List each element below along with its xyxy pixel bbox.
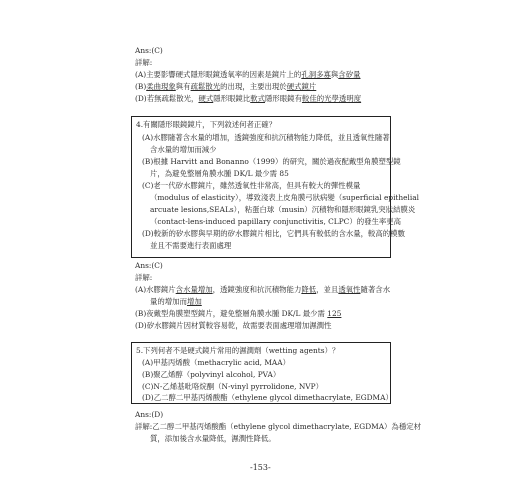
answer-label: Ans:(C) (135, 261, 163, 270)
question-option: (A)水膠隨著含水量的增加，透鏡強度和抗沉積物能力降低，並且透氧性隨著 (142, 133, 390, 142)
explanation-line: (D)若無疏鬆散光，硬式隱形眼鏡比軟式隱形眼鏡有較佳的光學透明度 (135, 94, 362, 103)
question-option: (D)乙二醇二甲基丙烯酸酯（ethylene glycol dimethacrylate, EGDMA） (142, 393, 393, 402)
question-option: (C)老一代矽水膠鏡片，雖然透氧性非常高，但具有較大的彈性模量 (142, 181, 361, 190)
question-option-cont: 並且不需要進行表面處理 (150, 241, 232, 250)
question-stem: 4.有關隱形眼鏡鏡片，下列敘述何者正確？ (136, 120, 277, 129)
question-option: (A)甲基丙烯酸（methacrylic acid, MAA） (142, 358, 291, 367)
explanation-line: (D)矽水膠鏡片因材質較容易乾，故需要表面處理增加濕潤性 (135, 321, 332, 330)
explanation-line: (A)主要影響硬式隱形眼鏡透氧率的因素是鏡片上的孔洞多寡與含矽量 (135, 70, 361, 79)
explanation-line: (B)夜戴型角膜塑型鏡片，避免整層角膜水腫 DK/L 最少需 125 (135, 309, 342, 318)
question-stem: 5.下列何者不是硬式鏡片常用的濕潤劑（wetting agents）？ (136, 346, 340, 355)
question-option: (C)N-乙烯基吡咯烷酮（N-vinyl pyrrolidone, NVP） (142, 382, 323, 391)
explanation-line: (B)柔曲現象與有疏鬆散光的出現，主要出現於硬式鏡片 (135, 82, 317, 91)
question-option: (B)聚乙烯醇（polyvinyl alcohol, PVA） (142, 370, 281, 379)
question-option-cont: arcuate lesions,SEALs），粘蛋白球（musin）沉積物和隱形眼鏡乳突狀結膜炎 (150, 205, 416, 214)
question-option-cont: 含水量的增加而減少 (150, 145, 217, 154)
answer-label: Ans:(C) (135, 46, 163, 55)
question-option-cont: （modulus of elasticity），導致淺表上皮角膜弓狀病變（superficial epithelial (150, 193, 420, 202)
page-number: -153- (250, 463, 271, 472)
explanation-line: 量的增加而增加 (150, 297, 202, 306)
question-option: (D)較新的矽水膠與早期的矽水膠鏡片相比，它們具有較低的含水量，較高的模數 (142, 229, 405, 238)
explanation-line: 質，添加後含水量降低，濕潤性降低。 (150, 434, 276, 443)
answer-label: Ans:(D) (135, 410, 164, 419)
explanation-line: (A)水膠鏡片含水量增加，透鏡強度和抗沉積物能力降低，並且透氧性隨著含水 (135, 285, 391, 294)
question-option-cont: 片，為避免整層角膜水腫 DK/L 最少需 85 (150, 169, 289, 178)
question-option-cont: （contact-lens-induced papillary conjunctivitis, CLPC）的發生率更高 (150, 217, 402, 226)
explanation-line: 詳解:乙二醇二甲基丙烯酸酯（ethylene glycol dimethacrylate, EGDMA）為穩定材 (135, 422, 421, 431)
explanation-heading: 詳解: (135, 58, 153, 67)
explanation-heading: 詳解: (135, 273, 153, 282)
question-option: (B)根據 Harvitt and Bonanno（1999）的研究，關於過夜配戴型角膜塑型鏡 (142, 157, 401, 166)
